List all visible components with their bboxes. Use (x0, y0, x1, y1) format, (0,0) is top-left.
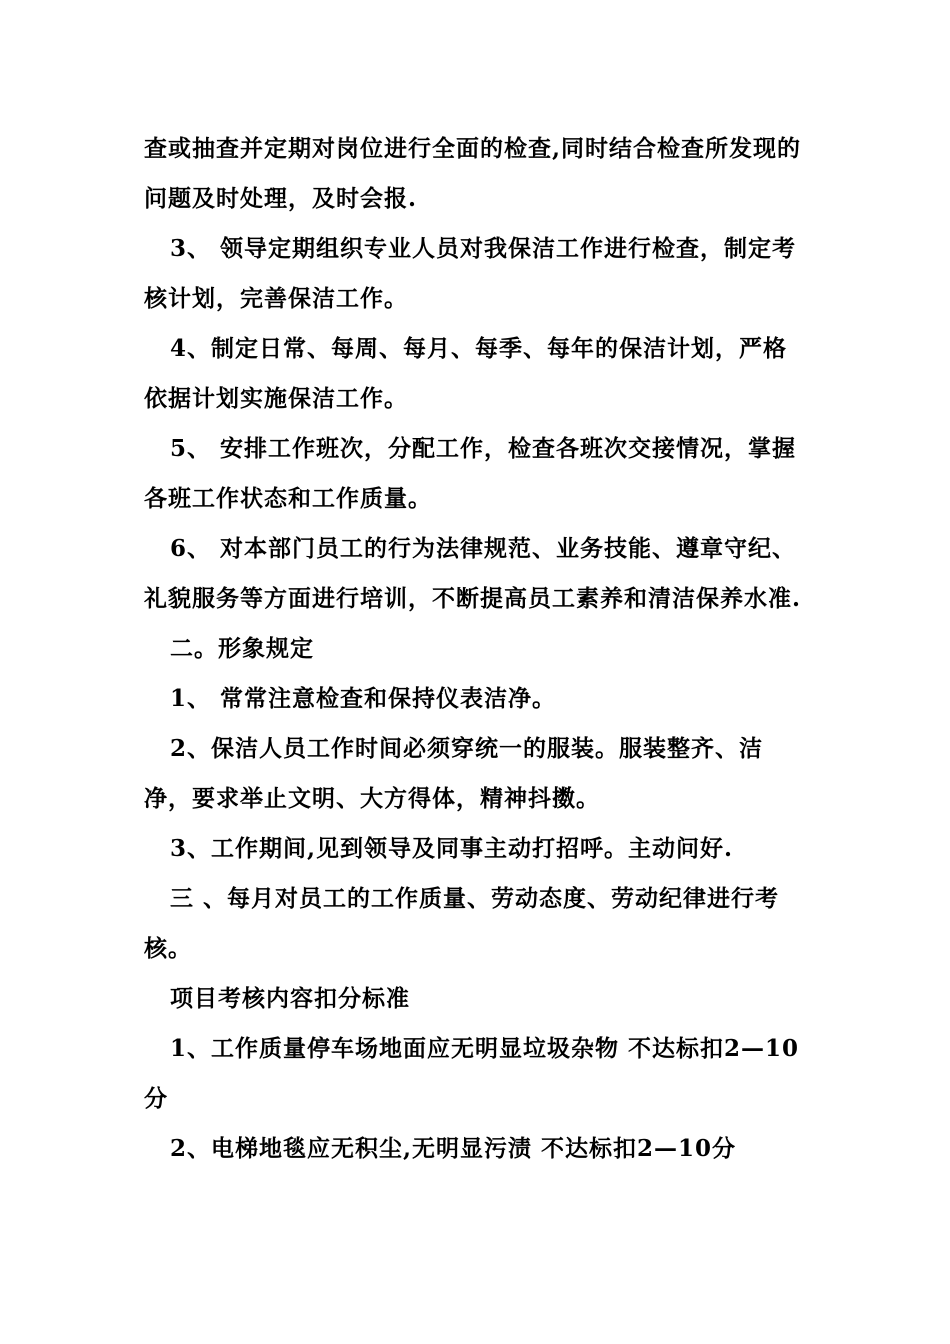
paragraph: 查或抽查并定期对岗位进行全面的检查,同时结合检查所发现的问题及时处理，及时会报. (144, 135, 802, 212)
paragraph: 5、 安排工作班次，分配工作，检查各班次交接情况，掌握各班工作状态和工作质量。 (144, 435, 797, 512)
paragraph: 2、保洁人员工作时间必须穿统一的服装。服装整齐、洁净，要求举止文明、大方得体，精神抖擞。 (144, 735, 764, 812)
paragraph: 1、工作质量停车场地面应无明显垃圾杂物 不达标扣2—10分 (144, 1035, 800, 1112)
section-heading: 项目考核内容扣分标准 (170, 985, 410, 1012)
paragraph: 3、 领导定期组织专业人员对我保洁工作进行检查，制定考核计划，完善保洁工作。 (144, 235, 797, 312)
paragraph: 6、 对本部门员工的行为法律规范、业务技能、遵章守纪、礼貌服务等方面进行培训，不断提高员工素养和清洁保养水准. (144, 535, 802, 612)
document-body (144, 124, 809, 1174)
paragraph: 4、制定日常、每周、每月、每季、每年的保洁计划，严格依据计划实施保洁工作。 (144, 335, 788, 412)
paragraph: 2、电梯地毯应无积尘,无明显污渍 不达标扣2—10分 (170, 1135, 737, 1162)
paragraph: 三 、每月对员工的工作质量、劳动态度、劳动纪律进行考核。 (144, 885, 780, 962)
paragraph: 1、 常常注意检查和保持仪表洁净。 (170, 685, 557, 712)
paragraph: 3、工作期间,见到领导及同事主动打招呼。主动问好. (170, 835, 734, 862)
section-heading: 二。形象规定 (170, 635, 314, 662)
